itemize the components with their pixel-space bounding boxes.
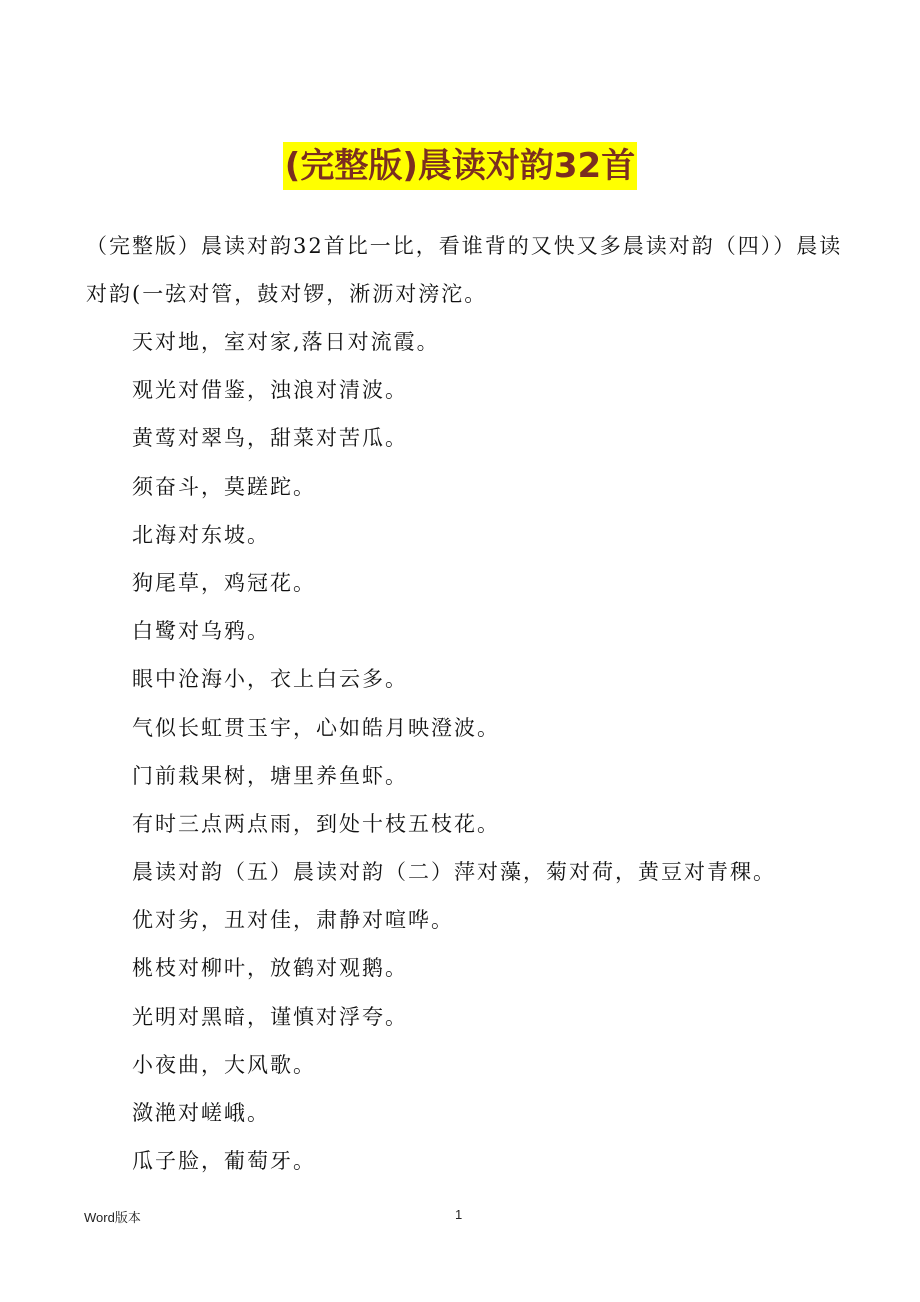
verse-line: 门前栽果树，塘里养鱼虾。 [132, 763, 408, 788]
footer-label: Word版本 [84, 1210, 141, 1225]
verse-line: 晨读对韵（五）晨读对韵（二）萍对藻，菊对荷，黄豆对青稞。 [132, 860, 776, 885]
verse-line: 观光对借鉴，浊浪对清波。 [132, 378, 408, 403]
verse-line: 潋滟对嵯峨。 [132, 1101, 270, 1125]
verse-line: 狗尾草，鸡冠花。 [132, 570, 316, 595]
verse-line: 桃枝对柳叶，放鹤对观鹅。 [132, 956, 408, 981]
verse-line: 须奋斗，莫蹉跎。 [132, 474, 316, 499]
verse-line: 有时三点两点雨，到处十枝五枝花。 [132, 811, 500, 836]
verse-line: 白鹭对乌鸦。 [132, 619, 270, 644]
verse-line: 天对地，室对家,落日对流霞。 [132, 330, 440, 354]
verse-list [132, 318, 852, 1185]
verse-line: 气似长虹贯玉宇，心如皓月映澄波。 [132, 715, 500, 740]
verse-line: 小夜曲，大风歌。 [132, 1052, 316, 1077]
verse-line: 光明对黑暗，谨慎对浮夸。 [132, 1004, 408, 1029]
title-container [0, 142, 920, 190]
page-number: 1 [455, 1207, 463, 1222]
verse-line: 优对劣，丑对佳，肃静对喧哗。 [132, 908, 454, 933]
verse-line: 北海对东坡。 [132, 522, 270, 547]
verse-line: 瓜子脸，葡萄牙。 [132, 1149, 316, 1174]
verse-line: 眼中沧海小，衣上白云多。 [132, 667, 408, 692]
intro-paragraph: （完整版）晨读对韵32首比一比，看谁背的又快又多晨读对韵（四））晨读对韵(一弦对管，鼓对锣，淅沥对滂沱。 [86, 234, 843, 306]
document-title: (完整版)晨读对韵32首 [283, 142, 637, 190]
verse-line: 黄莺对翠鸟，甜菜对苦瓜。 [132, 426, 408, 451]
